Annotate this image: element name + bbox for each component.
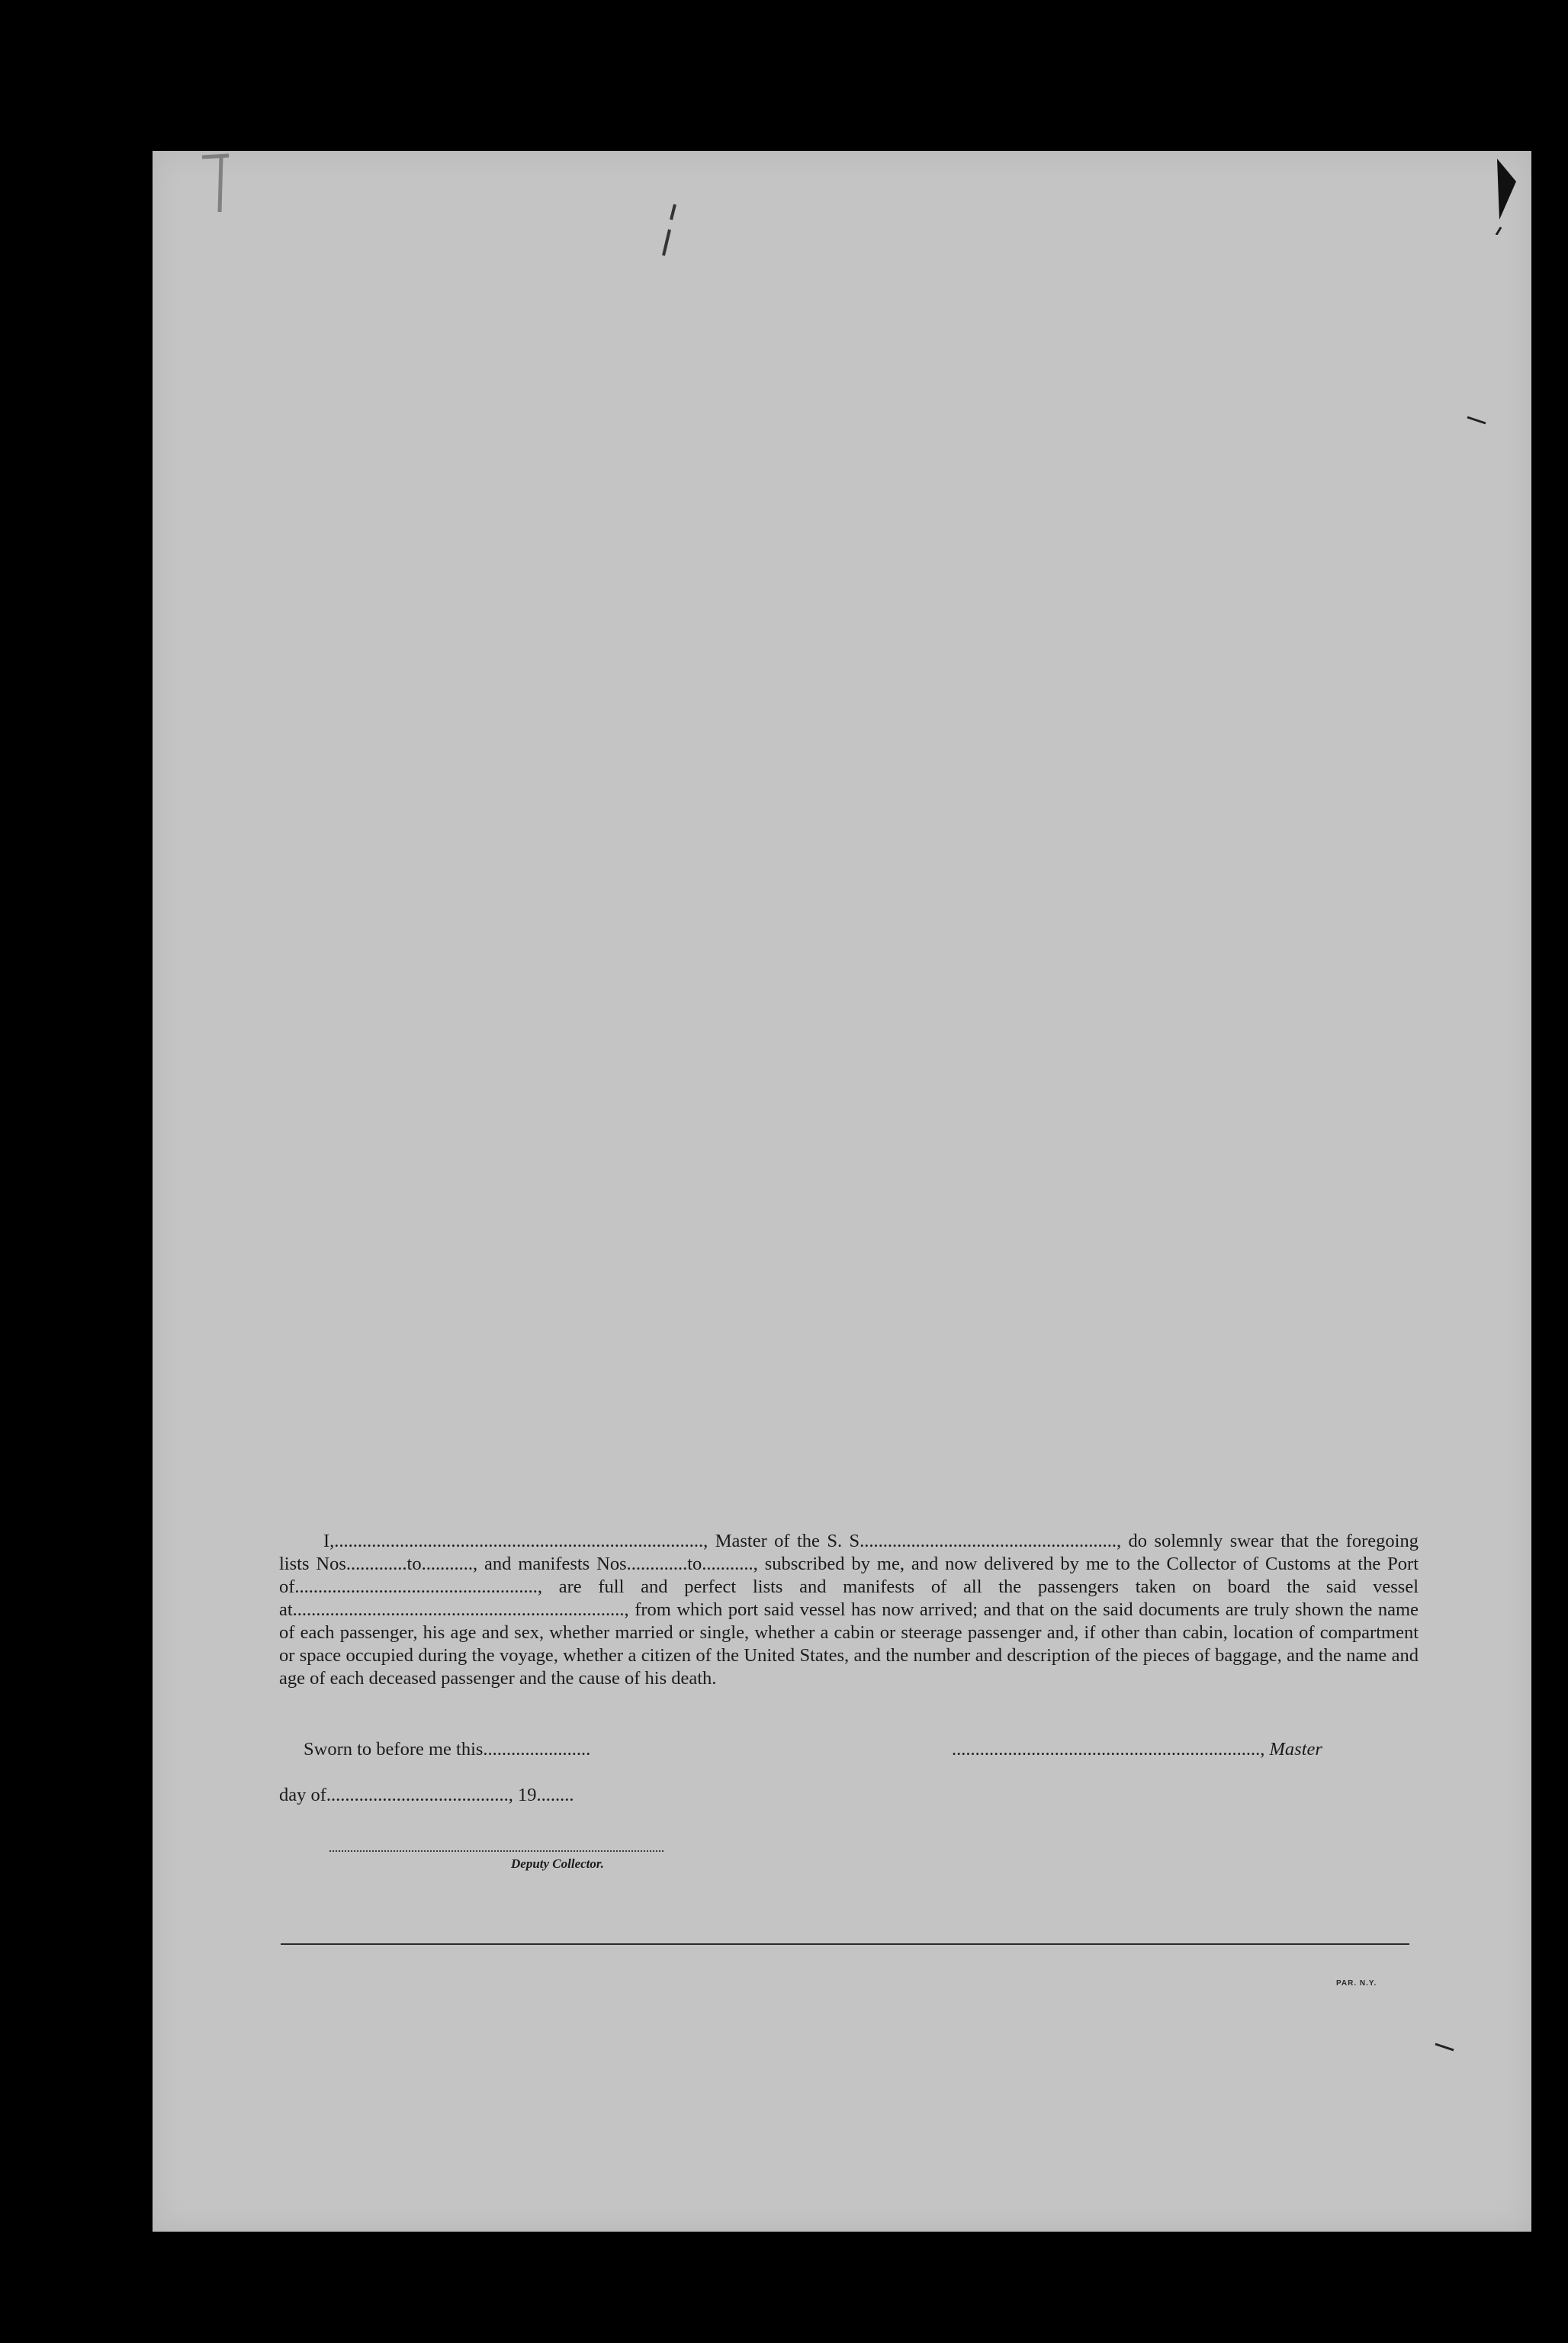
corner-mark-top-left — [198, 151, 244, 220]
printer-mark: PAR. N.Y. — [1336, 1979, 1377, 1988]
day-line: day of......................................., 19........ — [279, 1785, 574, 1805]
master-dots: .................................................................., — [952, 1739, 1265, 1760]
document-page — [153, 151, 1531, 2232]
corner-mark-top-right — [1493, 151, 1531, 235]
master-label: Master — [1269, 1739, 1322, 1760]
horizontal-rule — [281, 1943, 1409, 1945]
oath-paragraph — [279, 1530, 1419, 1690]
deputy-signature-line — [329, 1850, 664, 1852]
edge-tick-mark — [1466, 414, 1489, 426]
pencil-stroke-mark — [656, 201, 686, 262]
master-signature-line — [952, 1739, 1322, 1760]
sworn-line: Sworn to before me this....................... — [304, 1739, 591, 1760]
edge-tick-mark-lower — [1434, 2041, 1457, 2053]
oath-text: I,..............................................................................., Master of the S. S......................................................., do solemnly swear that the foregoing lists Nos.............to..........., and manifests Nos.............to..........., subscribed by me, and now delivered by me to the Collector of Customs at the Port of...................................................., are full and perfect lists and manifests of all the passengers taken on board the said vessel at......................................................................., from which port said vessel has now arrived; and that on the said documents are truly shown the name of each passenger, his age and sex, whether married or single, whether a cabin or steerage passenger and, if other than cabin, location of compartment or space occupied during the voyage, whether a citizen of the United States, and the number and description of the pieces of baggage, and the name and age of each deceased passenger and the cause of his death. — [279, 1531, 1419, 1689]
deputy-collector-label: Deputy Collector. — [511, 1856, 604, 1871]
